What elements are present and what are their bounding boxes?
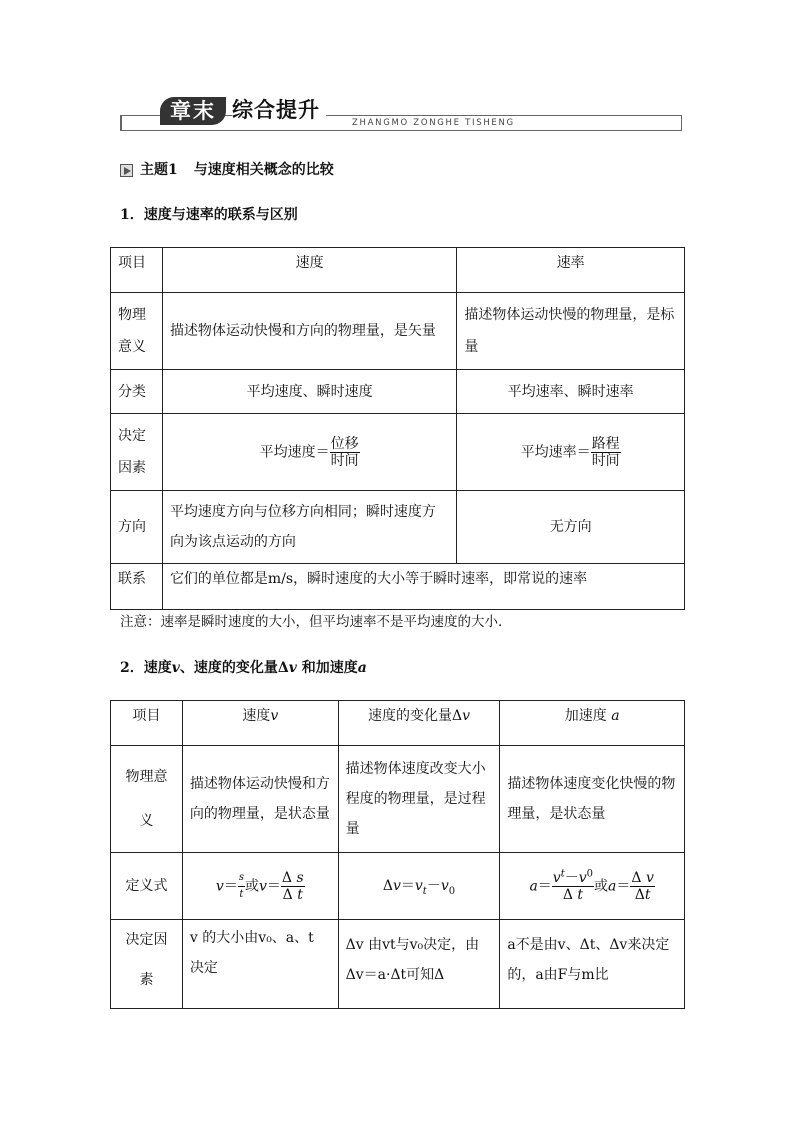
table-row — [111, 853, 685, 920]
cell-delta-v-meaning: 描述物体速度改变大小程度的物理量，是过程量 — [338, 746, 500, 853]
cell-delta-v-factors: Δv 由vt与v₀决定，由Δv＝a·Δt可知Δ — [338, 920, 500, 1009]
section1-heading: 1．速度与速率的联系与区别 — [120, 207, 298, 223]
row-label-direction: 方向 — [111, 491, 163, 564]
speed-fraction: $\frac{\text{路程}}{\text{时间}}$ — [591, 435, 620, 469]
cell-acceleration-factors: a不是由v、Δt、Δv来决定的，a由F与m比 — [500, 920, 685, 1009]
velocity-acceleration-table — [110, 700, 685, 1009]
table-row — [111, 746, 685, 853]
cell-velocity-definition: v＝ $\frac{s}{t}$ 或v＝ $\frac{\text{Δ s}}{\text{Δ t}}$ — [182, 853, 338, 920]
row-label-relation: 联系 — [111, 564, 163, 610]
cell-velocity-meaning: 描述物体运动快慢和方向的物理量，是状态量 — [182, 746, 338, 853]
table-row — [111, 248, 685, 293]
table-row — [111, 370, 685, 414]
topic-label: 主题1 — [140, 162, 178, 178]
note-text: 注意：速率是瞬时速度的大小，但平均速率不是平均速度的大小． — [120, 614, 512, 630]
cell-relation: 它们的单位都是m/s，瞬时速度的大小等于瞬时速率，即常说的速率 — [162, 564, 684, 610]
cell-speed-direction: 无方向 — [457, 491, 685, 564]
table-row — [111, 564, 685, 610]
topic-heading — [120, 161, 334, 179]
cell-velocity-formula: 平均速度＝ $\frac{\text{位移}}{\text{时间}}$ — [162, 414, 456, 491]
cell-velocity-direction: 平均速度方向与位移方向相同；瞬时速度方向为该点运动的方向 — [162, 491, 456, 564]
chapter-subtitle: ZHANGMO ZONGHE TISHENG — [352, 118, 515, 128]
row-label-meaning: 物理意义 — [111, 746, 183, 853]
header-item: 项目 — [111, 248, 163, 293]
table-row — [111, 293, 685, 370]
cell-speed-classification: 平均速率、瞬时速率 — [457, 370, 685, 414]
header-speed: 速率 — [457, 248, 685, 293]
cell-velocity-meaning: 描述物体运动快慢和方向的物理量，是矢量 — [162, 293, 456, 370]
row-label-classification: 分类 — [111, 370, 163, 414]
speed-rate-table — [110, 247, 685, 610]
table-row — [111, 701, 685, 746]
cell-speed-meaning: 描述物体运动快慢的物理量，是标量 — [457, 293, 685, 370]
chapter-title: 综合提升 — [232, 96, 326, 124]
row-label-meaning: 物理意义 — [111, 293, 163, 370]
header-velocity: 速度v — [182, 701, 338, 746]
cell-velocity-classification: 平均速度、瞬时速度 — [162, 370, 456, 414]
row-label-definition: 定义式 — [111, 853, 183, 920]
cell-acceleration-meaning: 描述物体速度变化快慢的物理量，是状态量 — [500, 746, 685, 853]
topic-title: 与速度相关概念的比较 — [193, 162, 334, 178]
header-acceleration: 加速度 a — [500, 701, 685, 746]
velocity-fraction: $\frac{\text{位移}}{\text{时间}}$ — [330, 435, 359, 469]
chapter-badge — [160, 97, 226, 125]
header-item: 项目 — [111, 701, 183, 746]
play-triangle-icon — [120, 164, 133, 177]
table-row — [111, 920, 685, 1009]
cell-delta-v-definition: $\Delta v=v_t-v_0$ — [338, 853, 500, 920]
row-label-factors: 决定因素 — [111, 920, 183, 1009]
table-row — [111, 491, 685, 564]
header-delta-v: 速度的变化量Δv — [338, 701, 500, 746]
cell-speed-formula: 平均速率＝ $\frac{\text{路程}}{\text{时间}}$ — [457, 414, 685, 491]
table-row — [111, 414, 685, 491]
cell-velocity-factors: v 的大小由v₀、a、t 决定 — [182, 920, 338, 1009]
row-label-factors: 决定因素 — [111, 414, 163, 491]
cell-acceleration-definition: a＝ $\frac{v^t-v^0}{\text{Δ t}}$ 或a＝ $\frac{\text{Δ v}}{\Delta t}$ — [500, 853, 685, 920]
header-velocity: 速度 — [162, 248, 456, 293]
chapter-badge-text: 章末 — [170, 99, 216, 123]
section2-heading: 2．速度v、速度的变化量Δv 和加速度a — [120, 660, 367, 676]
